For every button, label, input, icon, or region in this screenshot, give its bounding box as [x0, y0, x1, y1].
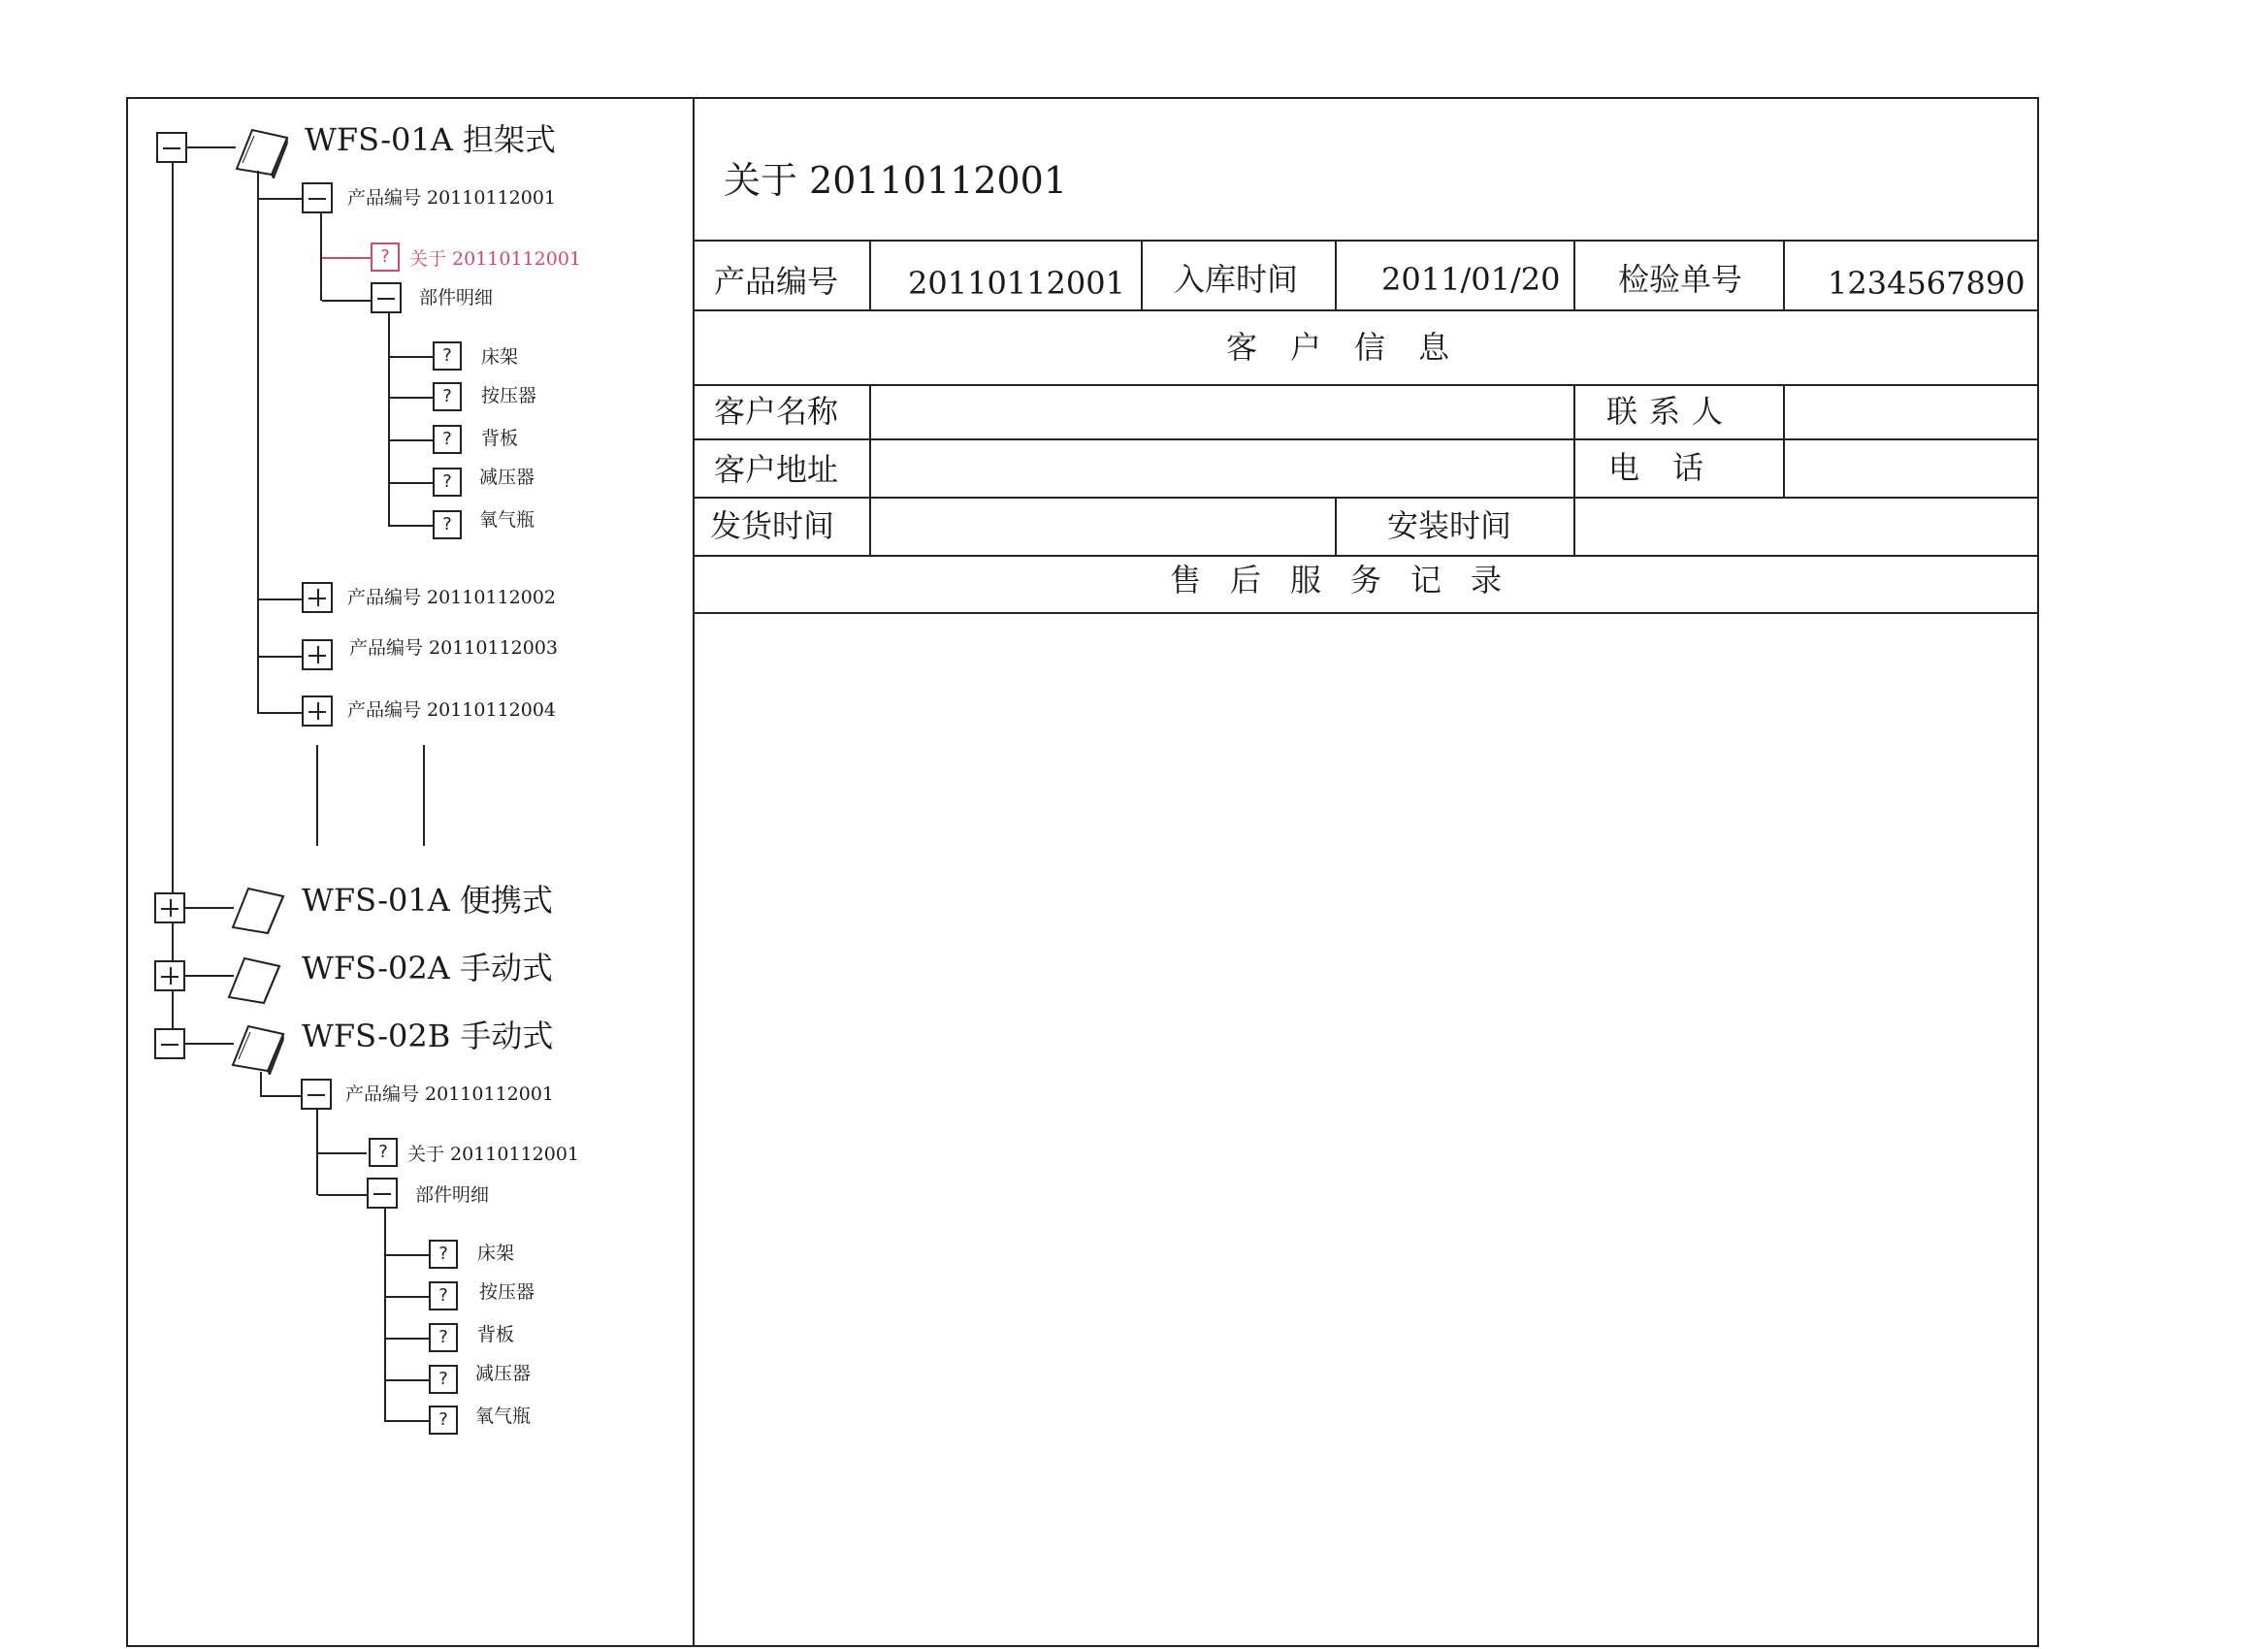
tree-connector — [318, 1194, 367, 1196]
tree-about-item[interactable]: 关于 20110112001 — [407, 1144, 580, 1165]
tree-connector — [185, 907, 234, 909]
book-icon — [233, 124, 291, 178]
table-rule — [869, 384, 871, 555]
contact-label: 联系人 — [1606, 393, 1735, 430]
help-icon[interactable]: ? — [433, 382, 462, 411]
expand-toggle-group2[interactable] — [154, 892, 185, 923]
help-icon[interactable]: ? — [429, 1406, 458, 1435]
tree-connector — [318, 1152, 367, 1154]
tree-product-label[interactable]: 产品编号 20110112003 — [349, 637, 559, 659]
help-icon[interactable]: ? — [371, 242, 400, 272]
help-icon[interactable]: ? — [429, 1365, 458, 1394]
tree-connector — [384, 1338, 429, 1340]
tree-product-label[interactable]: 产品编号 20110112001 — [345, 1083, 555, 1105]
table-rule — [869, 240, 871, 311]
tree-ellipsis-line — [316, 745, 318, 846]
service-record-header: 售后服务记录 — [1170, 562, 1532, 598]
table-rule — [1783, 240, 1785, 311]
tree-connector — [384, 1254, 429, 1256]
tree-connector — [388, 482, 433, 484]
table-rule — [693, 438, 2039, 440]
table-rule — [693, 309, 2039, 311]
table-rule — [1335, 240, 1337, 311]
collapse-toggle-group1[interactable] — [156, 132, 187, 163]
tree-parts-label[interactable]: 部件明细 — [419, 287, 494, 308]
tree-branch-line — [384, 1209, 386, 1420]
help-icon[interactable]: ? — [369, 1138, 398, 1167]
tree-part-item[interactable]: 减压器 — [475, 1363, 532, 1384]
tree-branch-line — [257, 171, 259, 712]
collapse-toggle-parts[interactable] — [367, 1178, 398, 1209]
expand-toggle-product[interactable] — [302, 639, 333, 670]
product-no-value: 20110112001 — [908, 265, 1125, 302]
tree-part-item[interactable]: 氧气瓶 — [479, 509, 535, 531]
tree-connector — [257, 712, 302, 714]
collapse-toggle-product[interactable] — [301, 1079, 332, 1110]
tree-part-item[interactable]: 按压器 — [479, 1281, 535, 1303]
tree-connector — [384, 1379, 429, 1381]
help-icon[interactable]: ? — [429, 1240, 458, 1269]
tree-connector — [187, 146, 236, 148]
product-no-label: 产品编号 — [714, 263, 839, 300]
tree-connector — [388, 397, 433, 399]
customer-info-header: 客户信息 — [1226, 329, 1483, 366]
book-icon — [229, 1020, 287, 1075]
collapse-toggle-product[interactable] — [302, 182, 333, 213]
collapse-toggle-parts[interactable] — [371, 282, 402, 313]
customer-address-label: 客户地址 — [714, 451, 839, 488]
table-rule — [693, 497, 2039, 499]
collapse-toggle-group4[interactable] — [154, 1028, 185, 1059]
tree-product-label[interactable]: 产品编号 20110112002 — [347, 587, 557, 608]
tree-connector — [257, 198, 302, 200]
help-icon[interactable]: ? — [433, 510, 462, 539]
stock-in-value: 2011/01/20 — [1381, 261, 1561, 298]
tree-connector — [384, 1420, 429, 1422]
tree-parts-label[interactable]: 部件明细 — [415, 1184, 490, 1206]
tree-connector — [388, 356, 433, 358]
customer-name-label: 客户名称 — [714, 393, 839, 430]
tree-part-item[interactable]: 背板 — [481, 428, 519, 449]
table-rule — [1335, 497, 1337, 555]
tree-part-item[interactable]: 背板 — [477, 1324, 515, 1345]
table-rule — [1141, 240, 1143, 311]
table-rule — [1573, 384, 1575, 555]
expand-toggle-product[interactable] — [302, 695, 333, 727]
expand-toggle-product[interactable] — [302, 582, 333, 613]
tree-part-item[interactable]: 按压器 — [481, 385, 537, 406]
book-icon — [225, 953, 283, 1007]
tree-group-label[interactable]: WFS-01A 担架式 — [305, 121, 557, 158]
tree-product-label[interactable]: 产品编号 20110112001 — [347, 187, 557, 209]
expand-toggle-group3[interactable] — [154, 960, 185, 991]
tree-connector — [322, 300, 371, 302]
help-icon[interactable]: ? — [433, 341, 462, 371]
help-icon[interactable]: ? — [429, 1281, 458, 1310]
table-rule — [693, 384, 2039, 386]
tree-connector — [257, 656, 302, 658]
tree-connector — [384, 1296, 429, 1298]
inspection-label: 检验单号 — [1618, 261, 1743, 298]
table-rule — [1573, 240, 1575, 311]
tree-connector — [388, 439, 433, 441]
tree-connector — [388, 525, 433, 527]
table-rule — [1783, 384, 1785, 499]
phone-label: 电 话 — [1608, 449, 1716, 486]
table-rule — [693, 555, 2039, 557]
tree-connector — [257, 598, 302, 600]
ship-time-label: 发货时间 — [710, 507, 835, 544]
help-icon[interactable]: ? — [433, 425, 462, 454]
tree-connector — [260, 1095, 301, 1097]
tree-part-item[interactable]: 减压器 — [479, 467, 535, 488]
tree-group-label[interactable]: WFS-02A 手动式 — [302, 950, 554, 986]
tree-group-label[interactable]: WFS-01A 便携式 — [302, 882, 554, 919]
page-title: 关于 20110112001 — [724, 159, 1068, 202]
tree-ellipsis-line — [423, 745, 425, 846]
stock-in-label: 入库时间 — [1174, 261, 1299, 298]
tree-product-label[interactable]: 产品编号 20110112004 — [347, 699, 557, 721]
help-icon[interactable]: ? — [429, 1323, 458, 1352]
install-time-label: 安装时间 — [1387, 507, 1512, 544]
inspection-value: 1234567890 — [1828, 265, 2025, 302]
tree-branch-line — [260, 1072, 262, 1097]
tree-part-item[interactable]: 氧气瓶 — [475, 1406, 532, 1427]
tree-part-item[interactable]: 床架 — [481, 346, 519, 368]
tree-connector — [185, 1043, 234, 1045]
help-icon[interactable]: ? — [433, 468, 462, 497]
book-icon — [229, 883, 287, 937]
tree-branch-line — [388, 313, 390, 525]
service-record-area[interactable] — [695, 614, 2037, 1645]
table-rule — [693, 240, 2039, 242]
tree-group-label[interactable]: WFS-02B 手动式 — [302, 1018, 554, 1054]
tree-connector-selected — [322, 257, 371, 259]
tree-part-item[interactable]: 床架 — [477, 1243, 515, 1264]
tree-about-item-selected[interactable]: 关于 20110112001 — [409, 248, 582, 270]
